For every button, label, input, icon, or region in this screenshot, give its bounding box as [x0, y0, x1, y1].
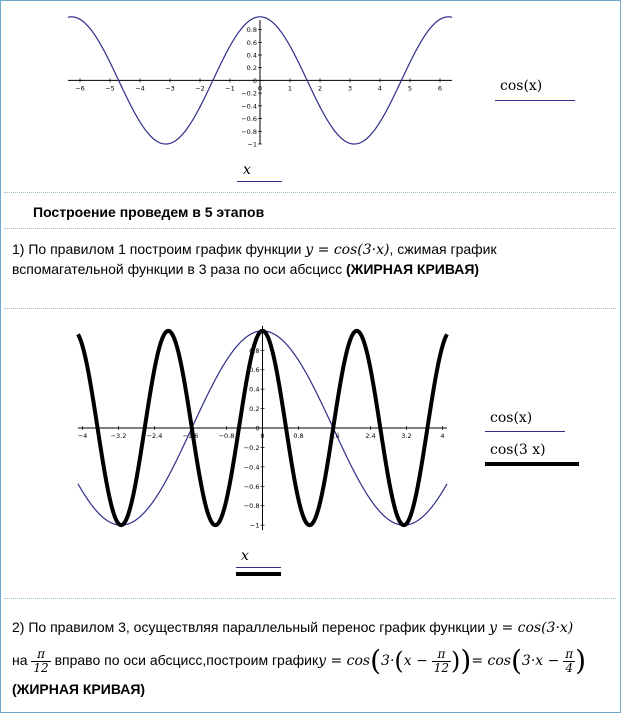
paren-close: ) — [460, 644, 472, 678]
formula-lhs: y = cos — [318, 653, 371, 669]
y-tick-label: 0.8 — [249, 346, 260, 355]
step2-na: на — [12, 652, 28, 668]
step2-intro: 2) По правилом 3, осуществляя параллельный перенос график функции — [12, 619, 490, 635]
fraction-denominator: 4 — [565, 660, 574, 675]
x-tick-label: −2.4 — [146, 432, 163, 440]
step2-formula1: y = cos(3·x) — [489, 620, 574, 636]
step2-bold-note: (ЖИРНАЯ КРИВАЯ) — [12, 681, 146, 697]
y-tick-label: −1 — [249, 521, 260, 530]
step1-bold-note: (ЖИРНАЯ КРИВАЯ) — [346, 261, 480, 277]
paren-open: ( — [370, 644, 382, 678]
x-label-thick-underline — [236, 572, 281, 576]
step2-mid: вправо по оси абсцисс,построим график — [50, 652, 319, 668]
x-tick-label: −3 — [165, 84, 175, 93]
formula-3x: 3·x − — [521, 653, 560, 669]
x-axis-label-2: x — [241, 548, 249, 564]
x-tick-label: 4 — [440, 432, 445, 440]
section-heading: Построение проведем в 5 этапов — [33, 204, 265, 220]
paren-close-2: ) — [575, 644, 587, 678]
x-tick-label: 4 — [377, 84, 383, 93]
x-tick-label: 3.2 — [401, 432, 412, 440]
fraction-pi-12 — [31, 648, 50, 675]
legend-line-cos-x-2 — [485, 431, 565, 432]
step1-intro: 1) По правилом 1 построим график функции — [12, 241, 306, 257]
x-label-underline-2 — [236, 567, 281, 568]
x-tick-label: 0 — [257, 84, 263, 93]
fraction-pi-12-b — [432, 648, 451, 675]
x-tick-label: 2.4 — [365, 432, 376, 440]
y-tick-label: 0.4 — [249, 385, 260, 394]
step2-text-line1 — [12, 618, 573, 637]
y-tick-label: −0.8 — [243, 502, 260, 511]
fraction-numerator: π — [31, 648, 50, 662]
x-tick-label: −3.2 — [110, 432, 127, 440]
y-tick-label: −0.2 — [243, 443, 260, 452]
fraction-pi-4 — [563, 648, 575, 675]
x-tick-label: 1.6 — [329, 432, 340, 440]
cosine-plot — [60, 12, 460, 152]
y-tick-label: 0.6 — [249, 366, 260, 375]
x-tick-label: −4 — [135, 84, 145, 93]
fraction-denominator: 12 — [33, 660, 49, 675]
region-divider — [4, 308, 616, 309]
formula-eq: = cos — [471, 653, 511, 669]
step2-text-line2 — [12, 640, 586, 680]
step1-line2: вспомагательной функции в 3 раза по оси абсцисс — [12, 261, 347, 277]
y-tick-label: 0.2 — [249, 405, 260, 414]
x-tick-label: 6 — [437, 84, 443, 93]
formula-x: x − — [403, 653, 428, 669]
y-tick-label: 0 — [255, 424, 260, 433]
region-divider — [4, 192, 616, 193]
x-tick-label: 5 — [407, 84, 413, 93]
legend-cos-x: cos(x) — [500, 78, 543, 94]
x-axis-label: x — [243, 162, 251, 178]
legend-cos-x-2: cos(x) — [490, 410, 533, 426]
x-tick-label: −2 — [195, 84, 205, 93]
step1-text-line1 — [12, 240, 497, 259]
formula-3: 3· — [381, 653, 395, 669]
fraction-denominator: 12 — [433, 660, 450, 675]
x-tick-label: −0.8 — [218, 432, 235, 440]
x-label-underline — [237, 181, 282, 182]
paren-open-inner: ( — [394, 647, 404, 676]
x-tick-label: −1 — [225, 84, 235, 93]
x-tick-label: −5 — [105, 84, 115, 93]
step1-formula: y = cos(3·x) — [305, 242, 390, 258]
region-divider — [4, 598, 616, 599]
y-tick-label: −0.4 — [241, 102, 257, 111]
x-tick-label: 0.8 — [293, 432, 304, 440]
step1-tail: , сжимая график — [389, 241, 497, 257]
x-tick-label: 0 — [260, 432, 265, 440]
x-tick-label: −6 — [75, 84, 85, 93]
y-tick-label: 0 — [252, 76, 257, 85]
x-tick-label: 2 — [317, 84, 323, 93]
x-tick-label: 1 — [287, 84, 293, 93]
legend-line-cos-3x — [485, 462, 579, 466]
y-tick-label: −0.4 — [243, 463, 260, 472]
region-divider — [4, 228, 616, 229]
legend-line-cos-x — [495, 100, 575, 101]
y-tick-label: 0.6 — [246, 38, 257, 47]
legend-cos-3x: cos(3 x) — [490, 442, 546, 458]
y-tick-label: 0.8 — [246, 26, 257, 35]
step1-text-line2 — [12, 260, 479, 278]
y-tick-label: −0.6 — [241, 115, 257, 124]
y-tick-label: 0.4 — [246, 51, 257, 60]
cosine-compressed-plot — [70, 318, 455, 538]
x-tick-label: −4 — [77, 432, 88, 440]
y-tick-label: 0.2 — [246, 64, 257, 73]
paren-open-2: ( — [510, 644, 522, 678]
y-tick-label: −0.8 — [241, 127, 257, 136]
x-tick-label: −1.6 — [182, 432, 199, 440]
fraction-numerator: π — [432, 648, 451, 662]
y-tick-label: −1 — [247, 140, 257, 149]
fraction-numerator: π — [565, 646, 574, 661]
x-tick-label: 3 — [347, 84, 353, 93]
paren-close-inner: ) — [451, 647, 461, 676]
y-tick-label: −0.6 — [243, 482, 260, 491]
y-tick-label: −0.2 — [241, 89, 257, 98]
